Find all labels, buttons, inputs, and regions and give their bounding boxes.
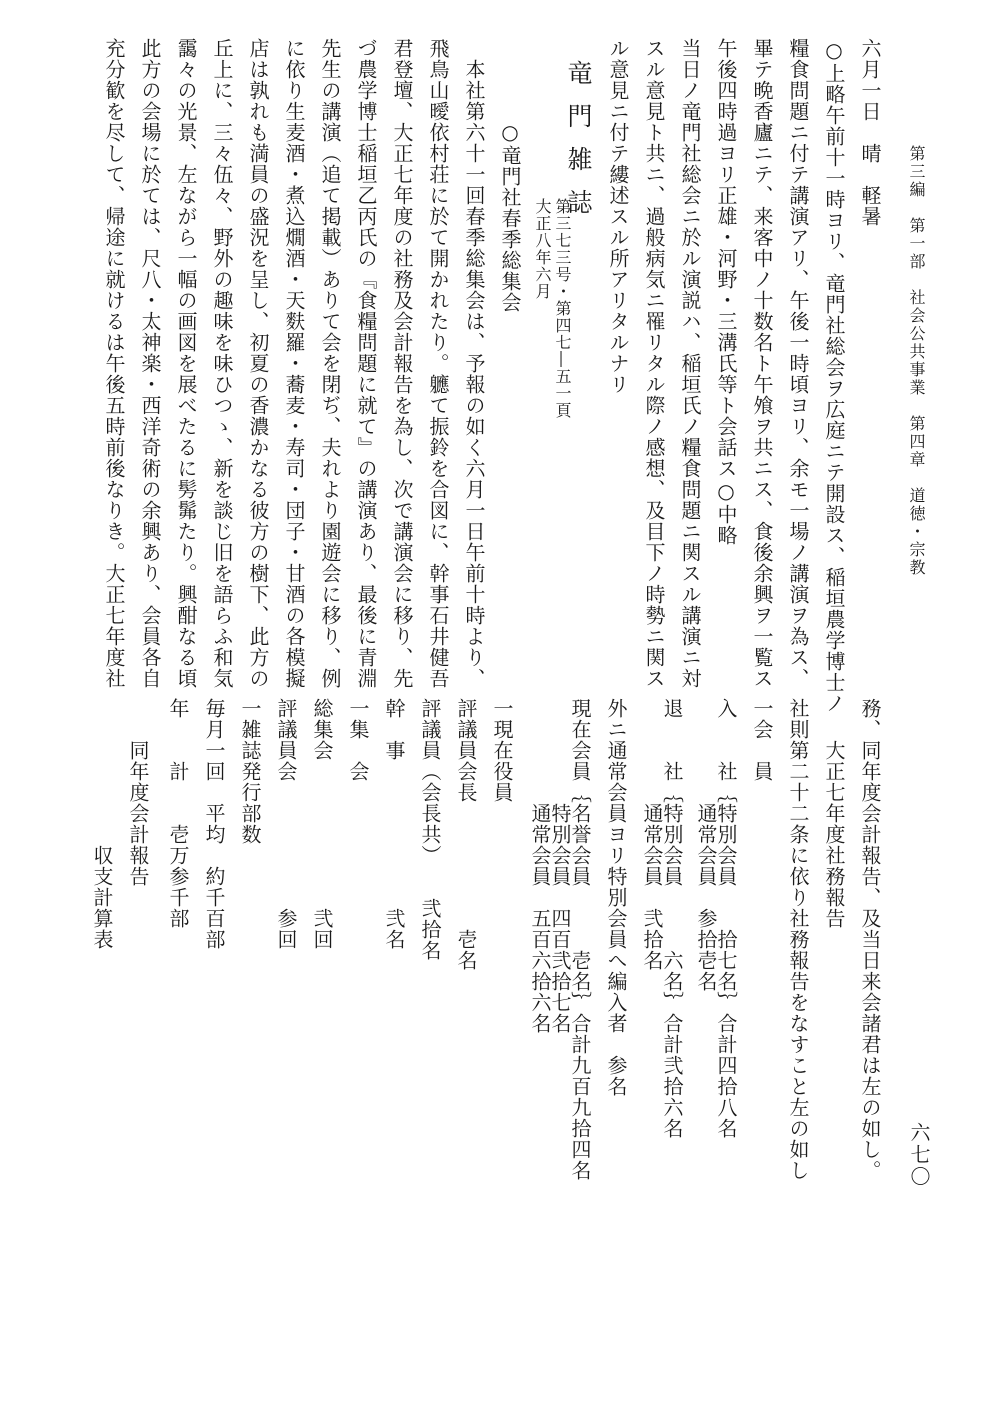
report-line: 現在会員｛名誉会員 壱名｝合計九百九拾四名 <box>568 698 592 1181</box>
report-line: 評議員会長 壱名 <box>454 698 478 971</box>
diary-line: ル意見ニ付テ縷述スル所アリタルナリ <box>606 38 630 395</box>
diary-line: 六月一日 晴 軽暑 <box>858 38 882 227</box>
report-line: 特別会員 四百弐拾七名 <box>548 698 572 1034</box>
report-line: 毎月一回 平均 約千百部 <box>202 698 226 950</box>
report-line: 評議員会 参回 <box>274 698 298 950</box>
article-line: に依り生麦酒・煮込燗酒・天麩羅・蕎麦・寿司・団子・甘酒の各模擬 <box>282 38 306 689</box>
diary-line: 午後四時過ヨリ正雄・河野・三溝氏等ト会話ス○中略 <box>714 38 738 546</box>
report-line: 通常会員 弐拾名 <box>640 698 664 971</box>
report-line: 同年度会計報告 <box>126 698 150 887</box>
diary-line: 畢テ晩香廬ニテ、来客中ノ十数名ト午飧ヲ共ニス、食後余興ヲ一覧ス <box>750 38 774 689</box>
report-line: 一集 会 <box>346 698 370 782</box>
report-line: 幹 事 弐名 <box>382 698 406 950</box>
page-number: 六七〇 <box>907 1122 931 1188</box>
diary-line: 当日ノ竜門社総会ニ於ル演説ハ、稲垣氏ノ糧食問題ニ関スル講演ニ対 <box>678 38 702 689</box>
report-line: 務、同年度会計報告、及当日来会諸君は左の如し。 <box>858 698 882 1181</box>
report-line: 評議員（会長共） 弐拾名 <box>418 698 442 961</box>
report-line: 大正七年度社務報告 <box>822 698 846 929</box>
article-line: 丘上に、三々伍々、野外の趣味を味ひつゝ、新を談じ旧を語らふ和気 <box>210 38 234 689</box>
diary-line: 糧食問題ニ付テ講演アリ、午後一時頃ヨリ、余モ一場ノ講演ヲ為ス、 <box>786 38 810 689</box>
article-line: 君登壇、大正七年度の社務及会計報告を為し、次で講演会に移り、先 <box>390 38 414 689</box>
report-line: 収支計算表 <box>90 698 114 950</box>
journal-issue: 第三七三号・第四七―五一頁 <box>553 198 572 419</box>
report-line: 社則第二十二条に依り社務報告をなすこと左の如し <box>786 698 810 1181</box>
article-line: 充分歓を尽して、帰途に就けるは午後五時前後なりき。大正七年度社 <box>102 38 126 689</box>
running-title: 第三編 第一部 社会公共事業 第四章 道徳・宗教 <box>907 145 926 577</box>
journal-date: 大正八年六月 <box>533 198 552 300</box>
report-line: 総集会 弐回 <box>310 698 334 950</box>
journal-title: 竜門雑誌 <box>564 60 593 232</box>
report-line: 入 社｛特別会員 拾七名｝合計四拾八名 <box>714 698 738 1139</box>
diary-line: ○上略午前十一時ヨリ、竜門社総会ヲ広庭ニテ開設ス、稲垣農学博士ノ <box>822 38 846 714</box>
report-line: 通常会員 五百六拾六名 <box>528 698 552 1034</box>
article-line: 飛鳥山曖依村荘に於て開かれたり。軈て振鈴を合図に、幹事石井健吾 <box>426 38 450 689</box>
article-line: づ農学博士稲垣乙丙氏の『食糧問題に就て』の講演あり、最後に青淵 <box>354 38 378 689</box>
article-line: 此方の会場に於ては、尺八・太神楽・西洋奇術の余興あり、会員各自 <box>138 38 162 689</box>
article-line: 靄々の光景、左ながら一幅の画図を展べたるに髣髴たり。興酣なる頃 <box>174 38 198 689</box>
report-line: 通常会員 参拾壱名 <box>694 698 718 992</box>
article-line: 本社第六十一回春季総集会は、予報の如く六月一日午前十時より、 <box>462 38 486 689</box>
report-line: 外ニ通常会員ヨリ特別会員へ編入者 参名 <box>604 698 628 1097</box>
article-title: ○竜門社春季総集会 <box>498 120 522 313</box>
report-line: 年 計 壱万参千部 <box>166 698 190 929</box>
diary-line: スル意見ト共ニ、過般病気ニ罹リタル際ノ感想、及目下ノ時勢ニ関ス <box>642 38 666 689</box>
report-line: 退 社｛特別会員 六名｝合計弐拾六名 <box>660 698 684 1139</box>
article-line: 先生の講演（追て掲載）ありて会を閉ぢ、夫れより園遊会に移り、例 <box>318 38 342 689</box>
report-line: 一現在役員 <box>490 698 514 803</box>
article-line: 店は孰れも満員の盛況を呈し、初夏の香濃かなる彼方の樹下、此方の <box>246 38 270 689</box>
report-line: 一雑誌発行部数 <box>238 698 262 845</box>
report-line: 一会 員 <box>750 698 774 782</box>
